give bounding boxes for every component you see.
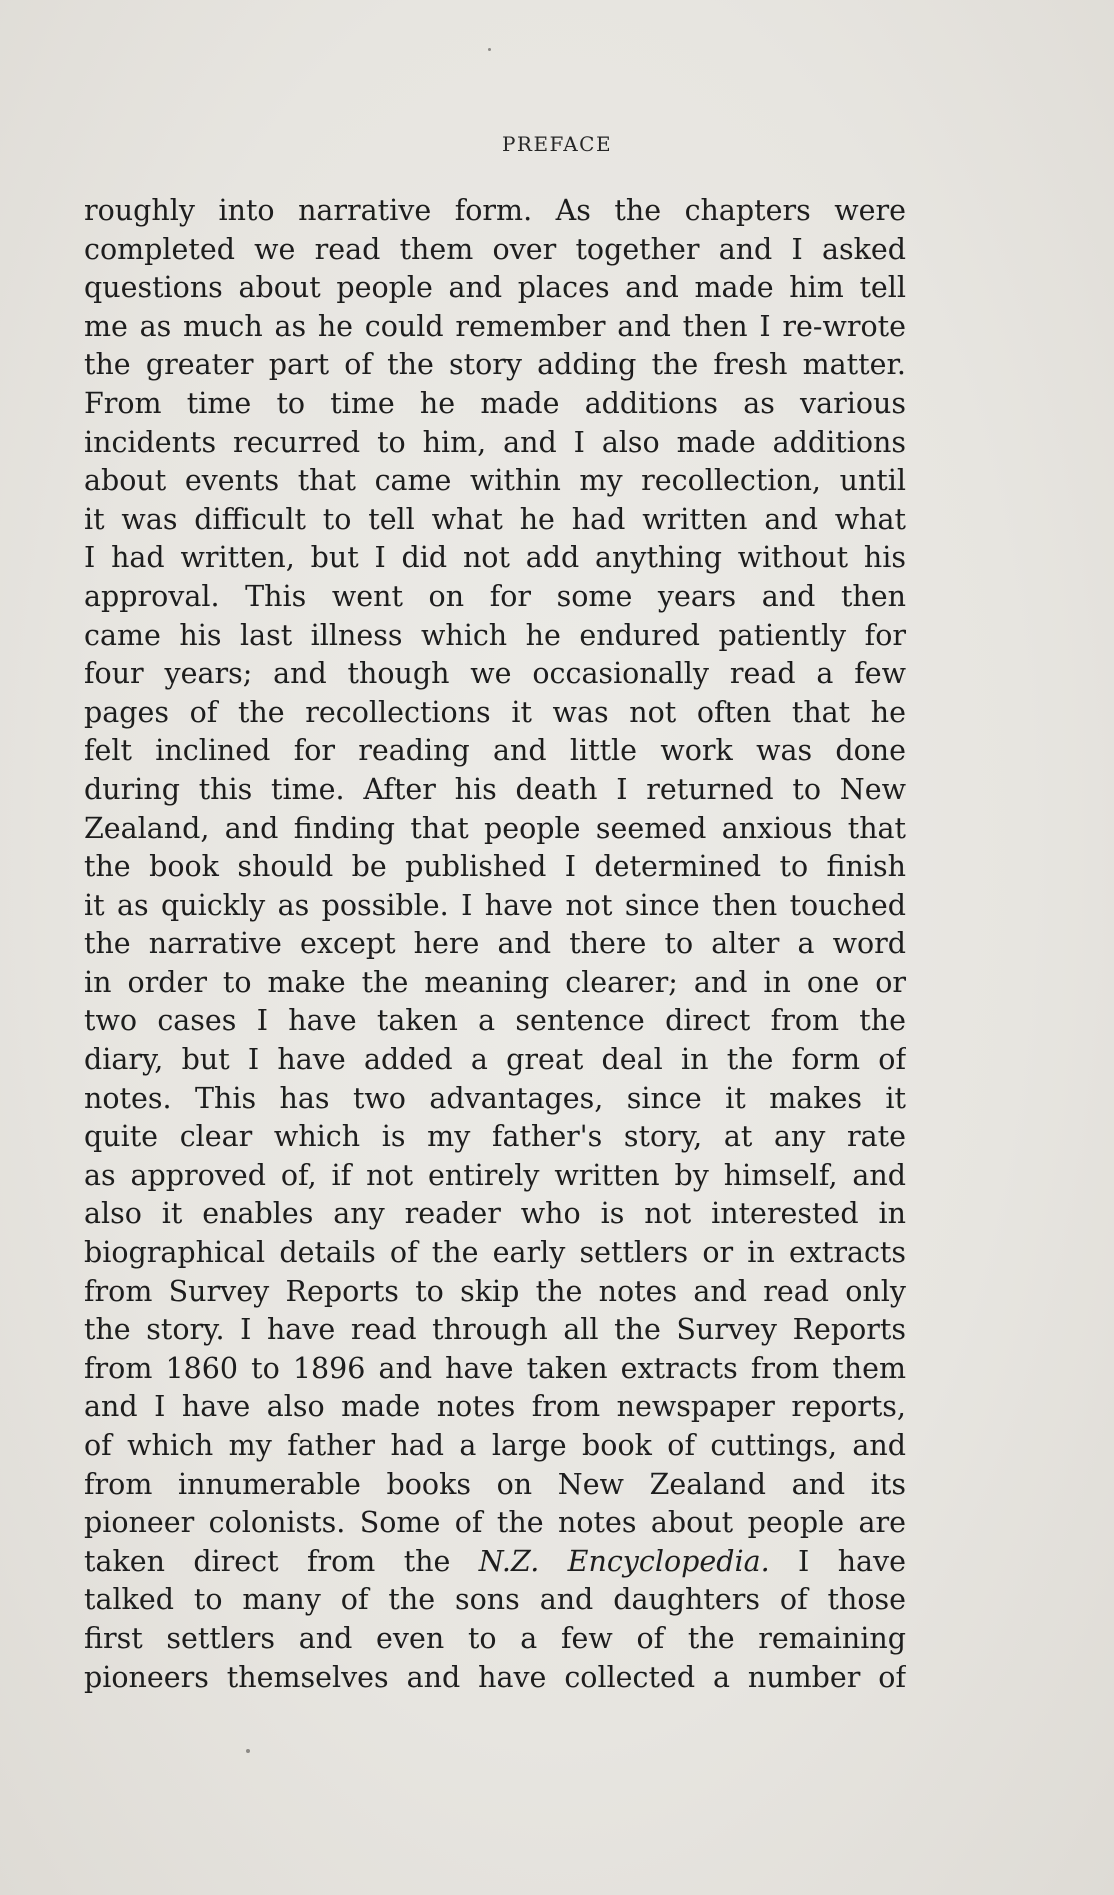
text-line: From time to time he made additions as various — [84, 386, 906, 420]
text-line: four years; and though we occasionally read a few — [84, 657, 906, 691]
text-line: incidents recurred to him, and I also made additions — [84, 425, 906, 459]
text-line: as approved of, if not entirely written by himself, and — [84, 1158, 906, 1192]
text-segment: I have — [769, 1544, 906, 1578]
text-line: during this time. After his death I returned to New — [84, 772, 906, 806]
text-line: questions about people and places and made him tell — [84, 271, 906, 305]
text-line: biographical details of the early settlers or in extracts — [84, 1236, 906, 1270]
text-line: about events that came within my recollection, until — [84, 464, 906, 498]
text-line: pioneer colonists. Some of the notes about people are — [84, 1506, 906, 1540]
text-line: of which my father had a large book of cuttings, and — [84, 1429, 906, 1462]
text-line: in order to make the meaning clearer; and in one or — [84, 965, 906, 999]
text-line: and I have also made notes from newspaper reports, — [84, 1390, 906, 1424]
encyclopedia-title: N.Z. Encyclopedia. — [478, 1544, 770, 1578]
text-line: it was difficult to tell what he had written and what — [84, 502, 906, 536]
text-line: the story. I have read through all the Survey Reports — [84, 1313, 906, 1347]
text-line: approval. This went on for some years and then — [84, 579, 906, 613]
text-line: first settlers and even to a few of the remaining — [84, 1621, 906, 1655]
text-line-with-italic — [84, 1543, 906, 1582]
text-line: it as quickly as possible. I have not since then touched — [84, 888, 906, 922]
text-line: from 1860 to 1896 and have taken extracts from them — [84, 1351, 906, 1385]
text-line: quite clear which is my father's story, at any rate — [84, 1120, 906, 1154]
text-line: felt inclined for reading and little work was done — [84, 734, 906, 768]
text-line: diary, but I have added a great deal in the form of — [84, 1043, 906, 1077]
text-line: the book should be published I determined to finish — [84, 850, 906, 884]
paper-speck — [246, 1749, 250, 1753]
text-line: the greater part of the story adding the fresh matter. — [84, 348, 906, 382]
text-line: two cases I have taken a sentence direct from the — [84, 1004, 906, 1038]
text-line: Zealand, and finding that people seemed anxious that — [84, 811, 906, 845]
text-line: talked to many of the sons and daughters of those — [84, 1583, 906, 1617]
paper-speck — [488, 48, 491, 51]
text-line: from Survey Reports to skip the notes and read only — [84, 1274, 906, 1308]
text-line: from innumerable books on New Zealand and its — [84, 1467, 906, 1501]
running-head: PREFACE — [501, 132, 613, 156]
text-line: notes. This has two advantages, since it makes it — [84, 1081, 906, 1115]
text-segment: taken direct from the — [84, 1544, 479, 1578]
text-line: the narrative except here and there to alter a word — [84, 927, 906, 961]
text-line: roughly into narrative form. As the chapters were — [84, 194, 906, 227]
text-line: pioneers themselves and have collected a number of — [84, 1660, 906, 1694]
body-text — [84, 192, 906, 1697]
text-line: I had written, but I did not add anything without his — [84, 541, 906, 575]
text-line: me as much as he could remember and then I re-wrote — [84, 309, 906, 343]
text-line: came his last illness which he endured patiently for — [84, 618, 906, 652]
text-line: also it enables any reader who is not interested in — [84, 1197, 906, 1231]
text-line: completed we read them over together and I asked — [84, 232, 906, 266]
text-line: pages of the recollections it was not often that he — [84, 695, 906, 729]
